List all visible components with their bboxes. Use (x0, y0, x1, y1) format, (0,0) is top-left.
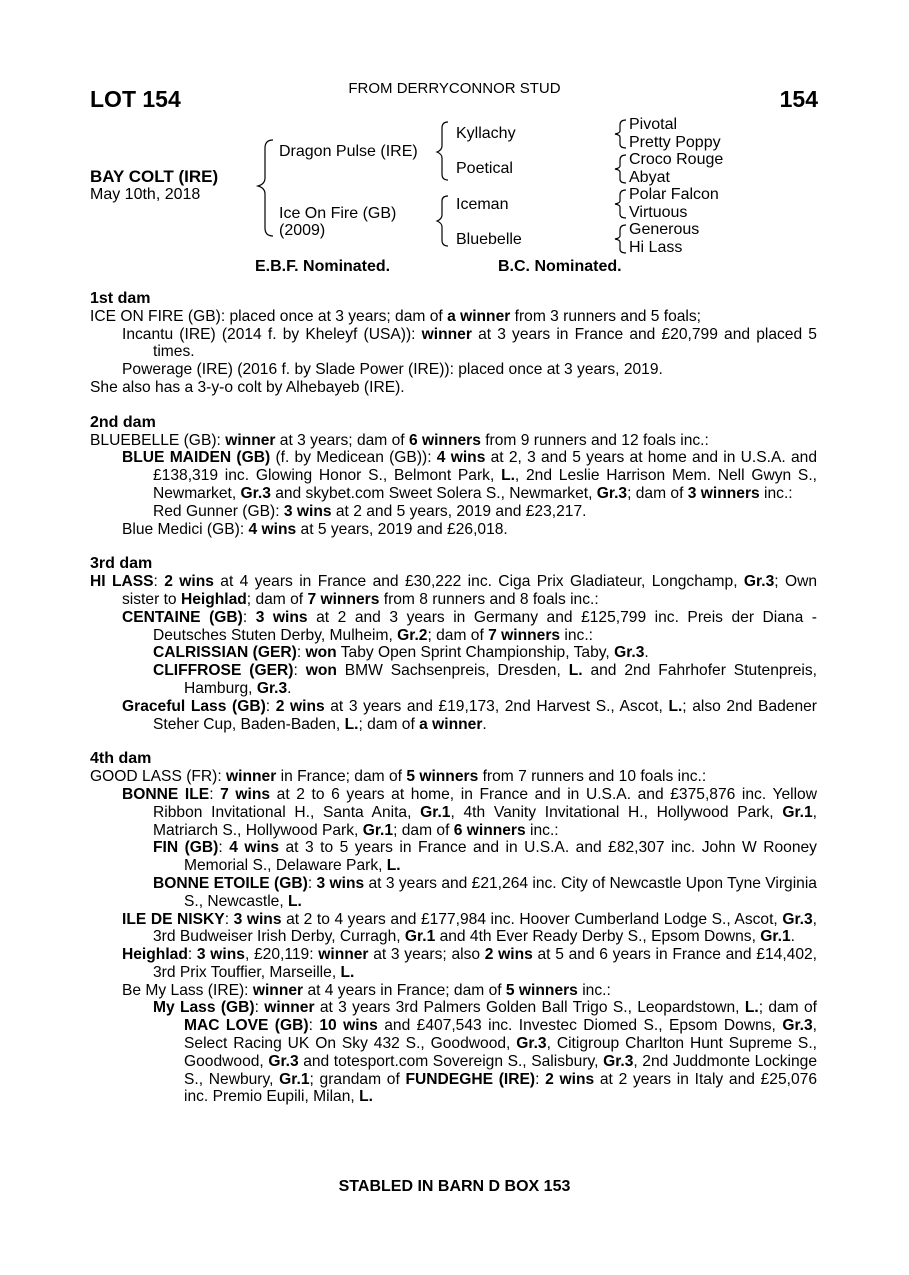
entry-paragraph (90, 573, 817, 609)
entry-paragraph (90, 432, 817, 450)
text-run: from 8 runners and 8 foals inc.: (379, 590, 599, 608)
bold-run: L. (501, 467, 515, 485)
text-run: inc.: (577, 981, 611, 999)
bold-run: Gr.1 (404, 928, 436, 946)
bold-run: Gr.1 (760, 928, 791, 946)
text-run: , 4th Vanity Invitational H., Hollywood Park, (450, 803, 783, 821)
bold-run: MAC LOVE (GB) (184, 1017, 309, 1035)
text-run: , £20,119: (244, 946, 319, 964)
bold-run: Gr.3 (516, 1035, 547, 1053)
text-run: : (242, 608, 256, 626)
dam-dam: Bluebelle (456, 231, 522, 248)
text-run: BMW Sachsenpreis, Dresden, (336, 662, 569, 680)
bold-run: Gr.1 (420, 803, 451, 821)
dam-section (90, 555, 817, 733)
text-run: Be My Lass (IRE): (122, 981, 253, 999)
entry-paragraph (122, 982, 817, 1000)
text-run: at 3 years; also (368, 946, 485, 964)
text-run: : (218, 839, 230, 857)
bold-run: Gr.3 (268, 1052, 299, 1070)
dam-section (90, 414, 817, 539)
bold-run: a winner (419, 715, 483, 733)
gg-2: Pretty Poppy (629, 134, 721, 151)
dam-sire: Iceman (456, 196, 509, 213)
bold-run: 2 wins (545, 1070, 595, 1088)
text-run: and skybet.com Sweet Solera S., Newmarket, (270, 484, 597, 502)
bold-run: L. (344, 715, 359, 733)
bold-run: winner (421, 325, 472, 343)
dam: Ice On Fire (GB) (279, 205, 397, 222)
text-run: inc.: (525, 821, 559, 839)
entry-paragraph (122, 361, 817, 379)
text-run: , 2nd Juddmonte Lockinge S., Newbury, (184, 1052, 817, 1088)
bold-run: L. (340, 963, 355, 981)
bold-run: Gr.1 (782, 803, 813, 821)
sire-dam: Poetical (456, 160, 513, 177)
text-run: at 5 years, 2019 and £26,018. (296, 520, 508, 538)
bold-run: won (305, 662, 337, 680)
bold-run: won (305, 644, 337, 662)
bold-run: Gr.3 (743, 573, 775, 591)
text-run: : (307, 874, 317, 892)
lot-label: LOT 154 (90, 86, 181, 112)
entry-paragraph (90, 768, 817, 786)
text-run: at 4 years in France; dam of (303, 981, 506, 999)
bold-run: Gr.3 (614, 644, 645, 662)
text-run: ; dam of (246, 590, 308, 608)
dam-year: (2009) (279, 222, 326, 239)
gg-8: Hi Lass (629, 239, 683, 256)
text-run: at 3 years in France and £20,799 and placed 5 times. (153, 325, 817, 361)
gg-6: Virtuous (629, 204, 688, 221)
text-run: ; dam of (358, 715, 420, 733)
text-run: : (308, 1017, 320, 1035)
text-run: (f. by Medicean (GB)): (270, 449, 437, 467)
bold-run: 5 winners (406, 768, 479, 786)
text-run: at 2 to 6 years at home, in France and in U.S.A. and £375,876 inc. Yellow Ribbon Invitational H., Santa Anita, (153, 785, 817, 821)
text-run: ; dam of (758, 999, 817, 1017)
entry-paragraph (122, 698, 817, 734)
bold-run: HI LASS (90, 573, 154, 591)
text-run: Taby Open Sprint Championship, Taby, (336, 644, 615, 662)
bold-run: 4 wins (436, 449, 486, 467)
text-run: : (224, 910, 234, 928)
bold-run: L. (288, 892, 302, 910)
entry-paragraph (153, 839, 817, 875)
gg-3: Croco Rouge (629, 151, 724, 168)
text-run: : (209, 785, 221, 803)
text-run: : (254, 999, 265, 1017)
gg-7: Generous (629, 221, 700, 238)
text-run: : (296, 644, 306, 662)
bold-run: winner (225, 431, 276, 449)
bold-run: a winner (447, 307, 511, 325)
text-run: and totesport.com Sovereign S., Salisbury, (298, 1052, 604, 1070)
bold-run: 6 winners (453, 821, 526, 839)
bold-run: 3 wins (316, 874, 365, 892)
bold-run: winner (264, 999, 315, 1017)
bold-run: 4 wins (229, 839, 279, 857)
bold-run: 7 wins (220, 785, 271, 803)
text-run: Blue Medici (GB): (122, 520, 249, 538)
text-run: inc.: (759, 484, 793, 502)
text-run: at 2 and 3 years in Germany and £125,799 inc. Preis der Diana - Deutsches Stuten Derby, Mulheim, (153, 608, 817, 644)
bold-run: winner (252, 981, 304, 999)
entry-paragraph (122, 326, 817, 362)
text-run: , Matriarch S., Hollywood Park, (153, 803, 817, 839)
bold-run: FUNDEGHE (IRE) (405, 1070, 536, 1088)
bold-run: Gr.1 (279, 1070, 310, 1088)
text-run: ; also 2nd Badener Steher Cup, Baden-Baden, (153, 697, 817, 733)
bold-run: 6 winners (408, 431, 481, 449)
text-run: ICE ON FIRE (GB): placed once at 3 years; dam of (90, 307, 448, 325)
entry-paragraph (90, 308, 817, 326)
entry-paragraph (122, 911, 817, 947)
entry-paragraph (122, 946, 817, 982)
bold-run: Heighlad (122, 946, 188, 964)
text-run: ; dam of (627, 484, 688, 502)
entry-paragraph (122, 609, 817, 645)
bold-run: Gr.2 (397, 626, 428, 644)
text-run: Powerage (IRE) (2016 f. by Slade Power (IRE)): placed once at 3 years, 2019. (122, 361, 663, 379)
ebf-nominated: E.B.F. Nominated. (255, 258, 391, 275)
bold-run: Gr.3 (256, 679, 288, 697)
bold-run: 2 wins (484, 946, 533, 964)
bold-run: Graceful Lass (GB) (122, 697, 266, 715)
text-run: at 3 to 5 years in France and in U.S.A. and £82,307 inc. John W Rooney Memorial S., Delaware Park, (184, 839, 817, 875)
text-run: from 7 runners and 10 foals inc.: (478, 768, 707, 786)
gg-4: Abyat (629, 169, 670, 186)
text-run: , Select Racing UK On Sky 432 S., Goodwood, (184, 1017, 818, 1053)
bold-run: L. (744, 999, 759, 1017)
bold-run: 2 wins (164, 573, 214, 591)
text-run: ; Own sister to (122, 573, 818, 608)
entry-paragraph (90, 379, 817, 397)
dam-section (90, 750, 817, 1106)
entry-paragraph (153, 644, 817, 662)
text-run: at 2 years in Italy and £25,076 inc. Premio Eupili, Milan, (184, 1070, 817, 1106)
text-run: at 4 years in France and £30,222 inc. Ciga Prix Gladiateur, Longchamp, (213, 573, 744, 591)
bold-run: 2 wins (275, 697, 325, 715)
section-title: 2nd dam (90, 413, 156, 431)
text-run: ; dam of (427, 626, 489, 644)
text-run: at 3 years and £21,264 inc. City of Newcastle Upon Tyne Virginia S., Newcastle, (184, 874, 817, 910)
bc-nominated: B.C. Nominated. (498, 258, 622, 275)
bold-run: winner (226, 768, 277, 786)
text-run: ; grandam of (309, 1070, 406, 1088)
dam-section (90, 290, 817, 397)
text-run: : (265, 697, 276, 715)
text-run: : (293, 662, 306, 680)
sire: Dragon Pulse (IRE) (279, 143, 418, 160)
text-run: Incantu (IRE) (2014 f. by Kheleyf (USA)): (122, 325, 422, 343)
bold-run: 3 wins (255, 608, 308, 626)
horse-title: BAY COLT (IRE) (90, 167, 219, 186)
bold-run: 3 wins (233, 910, 282, 928)
text-run: inc.: (560, 626, 594, 644)
text-run: GOOD LASS (FR): (90, 768, 227, 786)
text-run: She also has a 3-y-o colt by Alhebayeb (IRE). (90, 378, 405, 396)
entry-paragraph (122, 449, 817, 502)
stabling-info: STABLED IN BARN D BOX 153 (338, 1178, 571, 1195)
bold-run: ILE DE NISKY (122, 910, 225, 928)
section-title: 4th dam (90, 750, 152, 768)
text-run: . (790, 928, 795, 946)
text-run: from 9 runners and 12 foals inc.: (480, 431, 709, 449)
entry-paragraph (153, 662, 817, 698)
bold-run: Gr.3 (603, 1052, 634, 1070)
entry-paragraph (153, 503, 817, 521)
text-run: . (482, 715, 487, 733)
bold-run: CENTAINE (GB) (122, 608, 243, 626)
text-run: : (187, 946, 197, 964)
entry-paragraph (153, 999, 817, 1106)
text-run: and 4th Ever Ready Derby S., Epsom Downs, (435, 928, 761, 946)
bold-run: CLIFFROSE (GER) (153, 662, 294, 680)
text-run: at 3 years; dam of (275, 431, 409, 449)
bold-run: winner (318, 946, 369, 964)
bold-run: Gr.3 (596, 484, 628, 502)
bold-run: BONNE ETOILE (GB) (153, 874, 308, 892)
bold-run: BONNE ILE (122, 785, 210, 803)
bold-run: L. (668, 697, 683, 715)
text-run: at 5 and 6 years in France and £14,402, 3rd Prix Touffier, Marseille, (153, 946, 818, 981)
text-run: . (644, 644, 649, 662)
entry-paragraph (153, 875, 817, 911)
text-run: : (153, 573, 165, 591)
bold-run: Gr.1 (362, 821, 394, 839)
bold-run: My Lass (GB) (153, 999, 255, 1017)
text-run: at 3 years 3rd Palmers Golden Ball Trigo S., Leopardstown, (314, 999, 745, 1017)
text-run: : (535, 1070, 546, 1088)
text-run: and 2nd Fahrhofer Stutenpreis, Hamburg, (184, 662, 818, 697)
text-run: at 3 years and £19,173, 2nd Harvest S., Ascot, (324, 697, 669, 715)
text-run: from 3 runners and 5 foals; (510, 307, 702, 325)
pedigree-braces (0, 0, 909, 300)
text-run: , 3rd Budweiser Irish Derby, Curragh, (153, 910, 817, 946)
catalogue-body (90, 290, 817, 1106)
bold-run: L. (386, 857, 401, 875)
text-run: at 2, 3 and 5 years at home and in U.S.A. and £138,319 inc. Glowing Honor S., Belmont Park, (153, 449, 817, 485)
bold-run: 3 winners (687, 484, 760, 502)
bold-run: Gr.3 (240, 484, 271, 502)
bold-run: Gr.3 (782, 910, 813, 928)
text-run: and £407,543 inc. Investec Diomed S., Epsom Downs, (377, 1017, 783, 1035)
entry-paragraph (122, 521, 817, 539)
bold-run: Gr.3 (782, 1017, 813, 1035)
consignor: FROM DERRYCONNOR STUD (348, 80, 561, 97)
bold-run: BLUE MAIDEN (GB) (122, 449, 271, 467)
text-run: Red Gunner (GB): (153, 502, 284, 520)
bold-run: CALRISSIAN (GER) (153, 644, 297, 662)
section-title: 1st dam (90, 290, 151, 307)
gg-5: Polar Falcon (629, 186, 719, 203)
bold-run: 5 winners (505, 981, 578, 999)
text-run: in France; dam of (276, 768, 407, 786)
text-run: , 2nd Leslie Harrison Mem. Nell Gwyn S., Newmarket, (153, 467, 817, 502)
horse-foaled: May 10th, 2018 (90, 186, 201, 203)
gg-1: Pivotal (629, 116, 678, 133)
bold-run: 10 wins (319, 1017, 378, 1035)
bold-run: 3 wins (283, 502, 332, 520)
entry-paragraph (122, 786, 817, 839)
text-run: ; dam of (393, 821, 454, 839)
bold-run: 7 winners (307, 590, 380, 608)
bold-run: L. (568, 662, 583, 680)
bold-run: FIN (GB) (153, 839, 219, 857)
lot-number: 154 (779, 86, 818, 112)
text-run: . (287, 679, 292, 697)
section-title: 3rd dam (90, 555, 153, 573)
sire-sire: Kyllachy (456, 125, 516, 142)
bold-run: 4 wins (248, 520, 297, 538)
bold-run: 7 winners (488, 626, 561, 644)
bold-run: Heighlad (180, 590, 247, 608)
text-run: at 2 and 5 years, 2019 and £23,217. (331, 502, 587, 520)
bold-run: 3 wins (196, 946, 245, 964)
text-run: , Citigroup Charlton Hunt Supreme S., Goodwood, (184, 1035, 817, 1070)
text-run: at 2 to 4 years and £177,984 inc. Hoover Cumberland Lodge S., Ascot, (281, 910, 783, 928)
bold-run: L. (359, 1088, 373, 1106)
text-run: BLUEBELLE (GB): (90, 431, 226, 449)
